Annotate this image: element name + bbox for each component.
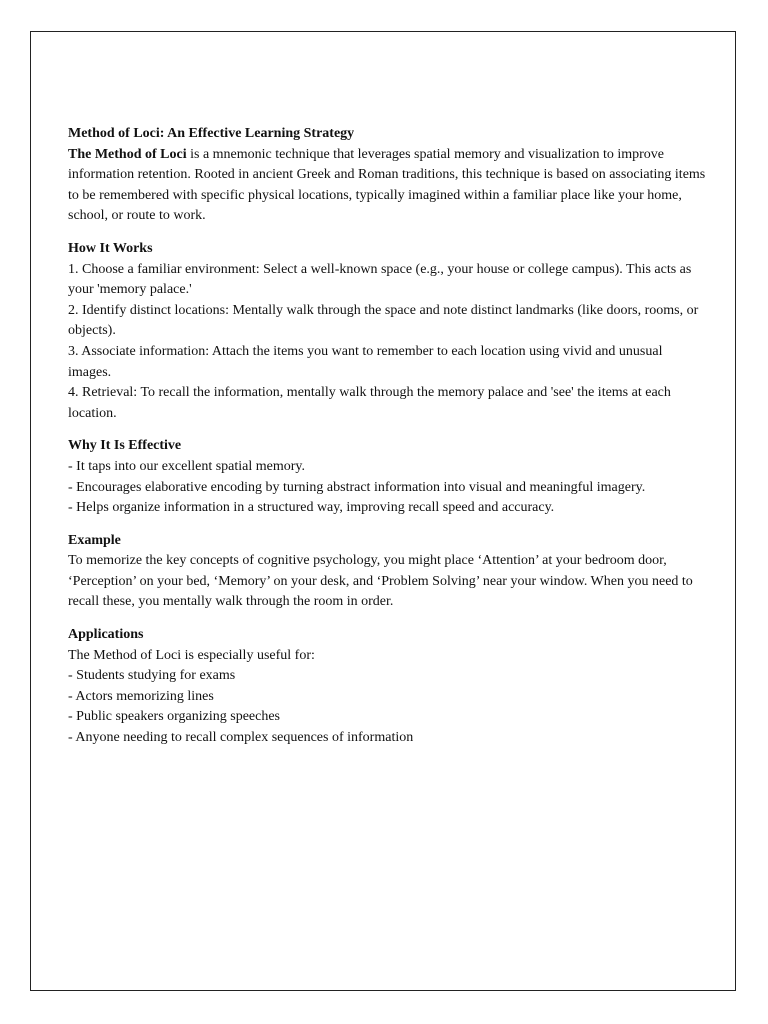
why-effective-item: - Helps organize information in a structured way, improving recall speed and accuracy. <box>68 500 555 516</box>
intro-section <box>68 124 708 227</box>
how-it-works-section <box>68 239 708 424</box>
applications-item: - Public speakers organizing speeches <box>68 709 281 725</box>
example-paragraph: To memorize the key concepts of cognitive psychology, you might place ‘Attention’ at your bedroom door, ‘Perception’ on your bed, ‘Memory’ on your desk, and ‘Problem Solving’ near your window. When you need to recall these, you mentally walk through the room in order. <box>68 553 693 610</box>
why-effective-item: - It taps into our excellent spatial memory. <box>68 458 306 474</box>
intro-text: is a mnemonic technique that leverages spatial memory and visualization to improve information retention. Rooted in ancient Greek and Roman traditions, this technique is based on associating items to be remembered with specific physical locations, typically imagined within a familiar place like your home, school, or route to work. <box>68 146 706 224</box>
document-page <box>30 31 736 991</box>
document-body <box>68 124 708 761</box>
why-effective-heading: Why It Is Effective <box>68 438 182 454</box>
document-title: Method of Loci: An Effective Learning Strategy <box>68 126 355 141</box>
applications-section <box>68 625 708 749</box>
applications-lead: The Method of Loci is especially useful for: <box>68 647 315 663</box>
why-effective-section <box>68 436 708 518</box>
why-effective-item: - Encourages elaborative encoding by turning abstract information into visual and meaningful imagery. <box>68 479 646 495</box>
applications-item: - Actors memorizing lines <box>68 688 214 704</box>
applications-heading: Applications <box>68 627 144 643</box>
how-it-works-item: 1. Choose a familiar environment: Select a well-known space (e.g., your house or college campus). This acts as your 'memory palace.' <box>68 261 692 298</box>
example-heading: Example <box>68 532 121 548</box>
intro-paragraph <box>68 145 708 227</box>
how-it-works-heading: How It Works <box>68 240 153 256</box>
how-it-works-item: 4. Retrieval: To recall the information, mentally walk through the memory palace and 'see' the items at each location. <box>68 385 671 421</box>
applications-item: - Anyone needing to recall complex sequences of information <box>68 730 414 746</box>
how-it-works-item: 2. Identify distinct locations: Mentally walk through the space and note distinct landmarks (like doors, rooms, or objects). <box>68 302 699 339</box>
example-section <box>68 531 708 613</box>
how-it-works-item: 3. Associate information: Attach the items you want to remember to each location using vivid and unusual images. <box>68 343 663 380</box>
applications-item: - Students studying for exams <box>68 668 236 684</box>
intro-bold-term: The Method of Loci <box>68 146 187 162</box>
